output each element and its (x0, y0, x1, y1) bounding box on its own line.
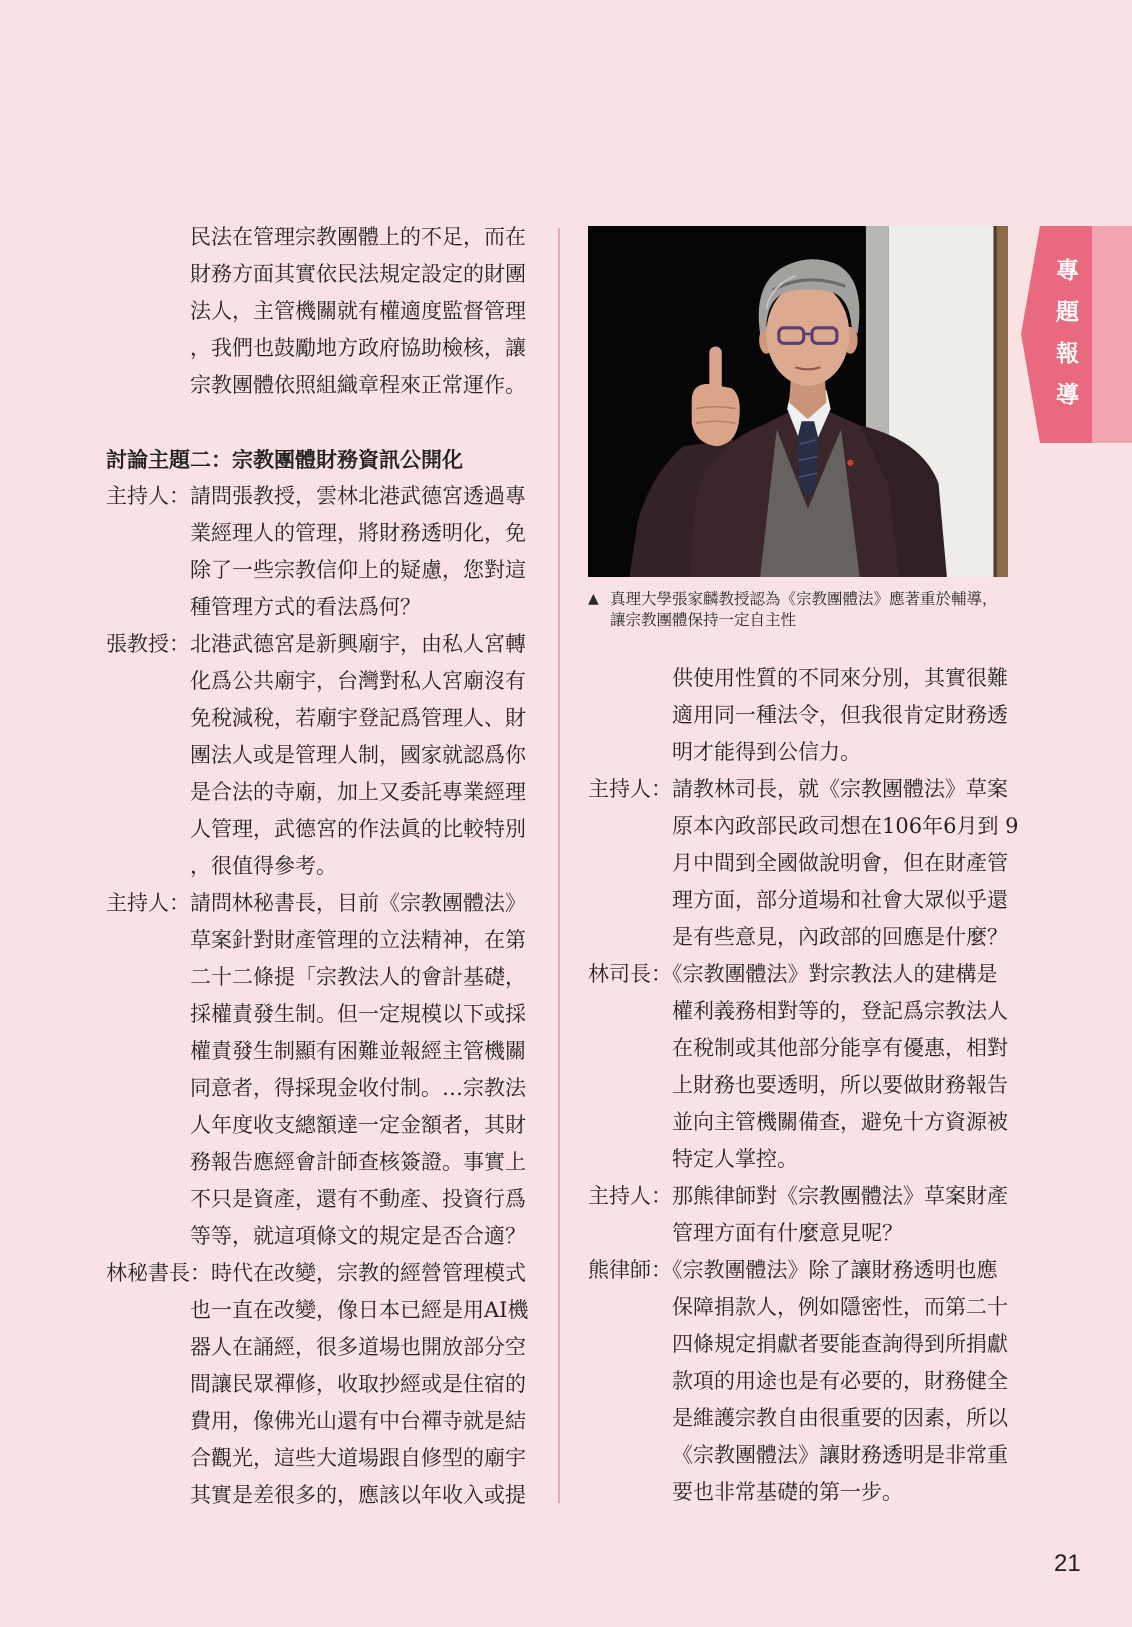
text-line: 二十二條提「宗教法人的會計基礎， (190, 965, 526, 989)
text-line: 財務方面其實依民法規定設定的財團 (190, 262, 526, 286)
dialogue-turn (588, 771, 1018, 956)
dialogue-turn (106, 478, 536, 626)
speaker-label: 主持人： (588, 777, 672, 801)
text-line: 業經理人的管理，將財務透明化，免 (190, 521, 526, 545)
text-line: 上財務也要透明，所以要做財務報告 (672, 1073, 1008, 1097)
text-line: 權利義務相對等的，登記爲宗教法人 (672, 999, 1008, 1023)
text-line: 器人在誦經，很多道場也開放部分空 (190, 1335, 526, 1359)
text-line: 團法人或是管理人制，國家就認爲你 (190, 743, 526, 767)
turn-first-line (106, 1255, 536, 1292)
speaker-label: 林司長： (588, 962, 672, 986)
text-line: 北港武德宮是新興廟宇，由私人宮轉 (190, 632, 526, 656)
text-line: 其實是差很多的，應該以年收入或提 (190, 1483, 526, 1507)
text-line: 同意者，得採現金收付制。…宗教法 (190, 1076, 526, 1100)
turn-first-line (106, 626, 536, 663)
text-line: 並向主管機關備查，避免十方資源被 (672, 1110, 1008, 1134)
text-line: 免稅減稅，若廟宇登記爲管理人、財 (190, 706, 526, 730)
text-line: 《宗教團體法》對宗教法人的建構是 (672, 962, 998, 986)
text-line: 要也非常基礎的第一步。 (672, 1480, 903, 1504)
column-divider (558, 228, 560, 1503)
triangle-icon: ▲ (588, 591, 599, 607)
turn-first-line (588, 771, 1018, 808)
text-line: 人管理，武德宮的作法眞的比較特別 (190, 817, 526, 841)
text-line: 特定人掌控。 (672, 1147, 798, 1171)
text-line: 四條規定捐獻者要能查詢得到所捐獻 (672, 1332, 1008, 1356)
text-line: 請教林司長，就《宗教團體法》草案 (672, 777, 1008, 801)
photo-caption (588, 589, 1008, 631)
section-heading: 討論主題二：宗教團體財務資訊公開化 (106, 447, 463, 472)
speaker-label: 林秘書長： (106, 1261, 211, 1285)
text-line: 除了一些宗教信仰上的疑慮，您對這 (190, 558, 526, 582)
dialogue-turn (588, 1178, 1018, 1252)
speaker-label: 主持人： (588, 1184, 672, 1208)
speaker-label: 熊律師： (588, 1258, 672, 1282)
text-line: 時代在改變，宗教的經營管理模式 (211, 1261, 526, 1285)
text-line: 明才能得到公信力。 (672, 740, 861, 764)
text-line: 採權責發生制。但一定規模以下或採 (190, 1002, 526, 1026)
text-line: 草案針對財產管理的立法精神，在第 (190, 928, 526, 952)
text-line: 請問張教授，雲林北港武德宮透過專 (190, 484, 526, 508)
text-line: 款項的用途也是有必要的，財務健全 (672, 1369, 1008, 1393)
paragraph-gap (106, 404, 536, 441)
text-line: 化爲公共廟宇，台灣對私人宮廟沒有 (190, 669, 526, 693)
text-line: 《宗教團體法》讓財務透明是非常重 (672, 1443, 1008, 1467)
text-line: 在稅制或其他部分能享有優惠，相對 (672, 1036, 1008, 1060)
text-line: 管理方面有什麼意見呢？ (672, 1221, 903, 1245)
speaker-label: 主持人： (106, 891, 190, 915)
turn-first-line (588, 956, 1018, 993)
text-line: 保障捐款人，例如隱密性，而第二十 (672, 1295, 1008, 1319)
section-tab-strip (1092, 226, 1132, 443)
text-line: 《宗教團體法》除了讓財務透明也應 (672, 1258, 998, 1282)
page-number: 21 (1054, 1550, 1081, 1577)
text-line: 請問林秘書長，目前《宗教團體法》 (190, 891, 526, 915)
intro-paragraph (106, 219, 536, 404)
turn-first-line (106, 885, 536, 922)
text-line: 費用，像佛光山還有中台禪寺就是結 (190, 1409, 526, 1433)
dialogue-turn (106, 626, 536, 885)
text-line: ，很值得參考。 (190, 854, 337, 878)
turn-first-line (588, 1252, 1018, 1289)
text-line: ，我們也鼓勵地方政府協助檢核，讓 (190, 336, 526, 360)
text-line: 月中間到全國做說明會，但在財產管 (672, 851, 1008, 875)
dialogue-turn (588, 1252, 1018, 1511)
text-line: 理方面，部分道場和社會大眾似乎還 (672, 888, 1008, 912)
text-line: 供使用性質的不同來分別，其實很難 (672, 666, 1008, 690)
text-line: 務報告應經會計師查核簽證。事實上 (190, 1150, 526, 1174)
dialogue-turn (106, 1255, 536, 1514)
caption-line: 讓宗教團體保持一定自主性 (610, 611, 797, 629)
text-line: 適用同一種法令，但我很肯定財務透 (672, 703, 1008, 727)
dialogue-turn (588, 956, 1018, 1178)
text-line: 是維護宗教自由很重要的因素，所以 (672, 1406, 1008, 1430)
dialogue-turn (106, 885, 536, 1255)
text-line: 不只是資產，還有不動產、投資行爲 (190, 1187, 526, 1211)
text-line: 人年度收支總額達一定金額者，其財 (190, 1113, 526, 1137)
text-line: 權責發生制顯有困難並報經主管機關 (190, 1039, 526, 1063)
text-line: 合觀光，這些大道場跟自修型的廟宇 (190, 1446, 526, 1470)
text-line: 也一直在改變，像日本已經是用AI機 (190, 1298, 529, 1322)
text-line: 那熊律師對《宗教團體法》草案財產 (672, 1184, 1008, 1208)
text-line: 種管理方式的看法爲何？ (190, 595, 421, 619)
article-photo (588, 226, 1008, 577)
text-line: 宗教團體依照組織章程來正常運作。 (190, 373, 526, 397)
text-line: 法人，主管機關就有權適度監督管理 (190, 299, 526, 323)
section-tab-label: 專題報導 (1052, 258, 1078, 424)
text-line: 間讓民眾禪修，收取抄經或是住宿的 (190, 1372, 526, 1396)
speaker-label: 張教授： (106, 632, 190, 656)
right-column (588, 660, 1018, 1511)
text-line: 是有些意見，內政部的回應是什麼？ (672, 925, 1008, 949)
turn-first-line (106, 478, 536, 515)
text-line: 民法在管理宗教團體上的不足，而在 (190, 225, 526, 249)
text-line: 是合法的寺廟，加上又委託專業經理 (190, 780, 526, 804)
text-line: 原本內政部民政司想在106年6月到 9 (672, 814, 1019, 838)
turn-first-line (588, 1178, 1018, 1215)
continuation-paragraph (588, 660, 1018, 771)
text-line: 等等，就這項條文的規定是否合適？ (190, 1224, 526, 1248)
left-column (106, 219, 536, 1514)
caption-line: 真理大學張家麟教授認為《宗教團體法》應著重於輔導， (610, 590, 998, 608)
speaker-label: 主持人： (106, 484, 190, 508)
